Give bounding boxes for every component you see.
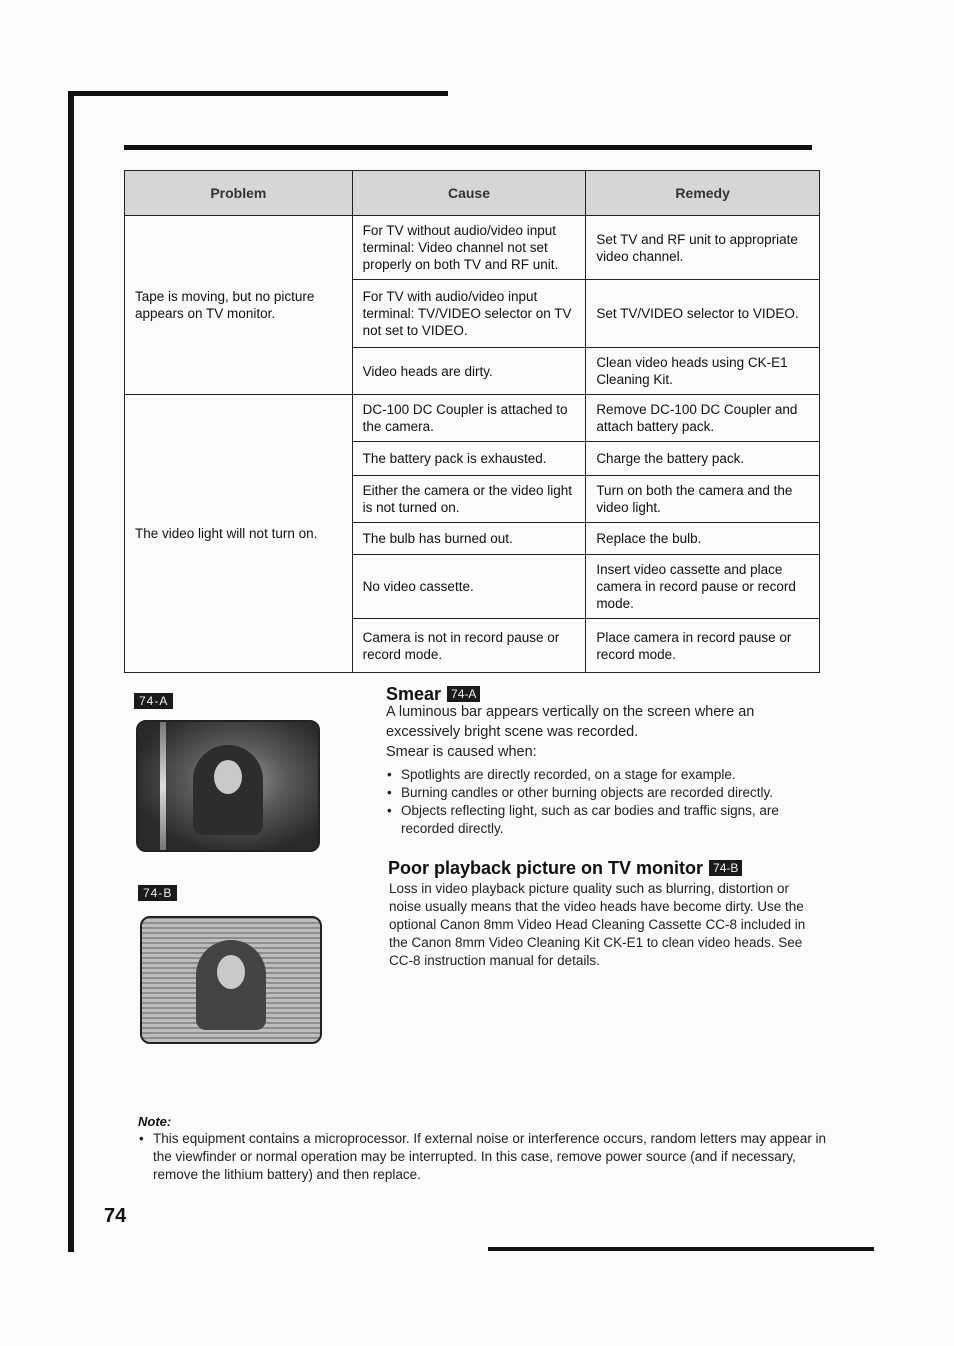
left-margin-bar — [68, 96, 74, 1252]
smear-tag: 74-A — [447, 686, 480, 702]
remedy-cell: Remove DC-100 DC Coupler and attach battery pack. — [586, 395, 820, 442]
problem-cell: Tape is moving, but no picture appears on TV monitor. — [125, 216, 353, 395]
bottom-rule — [488, 1247, 874, 1251]
smear-bullets — [386, 766, 806, 838]
cause-cell: Video heads are dirty. — [352, 348, 586, 395]
list-item: • Burning candles or other burning objects are recorded directly. — [386, 784, 806, 802]
smear-body — [386, 702, 806, 838]
table-header-row — [125, 171, 820, 216]
top-rule — [68, 91, 448, 96]
playback-heading — [388, 858, 742, 879]
cause-cell: Camera is not in record pause or record mode. — [352, 619, 586, 673]
smear-para1: A luminous bar appears vertically on the screen where an excessively bright scene was recorded. — [386, 704, 755, 740]
smear-para2: Smear is caused when: — [386, 744, 537, 760]
note-list — [138, 1130, 828, 1184]
note-text: • This equipment contains a microprocessor. If external noise or interference occurs, random letters may appear in the viewfinder or normal operation may be interrupted. In this case, remove power source (and if necessary, remove the lithium battery) and then replace. — [138, 1130, 828, 1184]
cause-cell: Either the camera or the video light is not turned on. — [352, 476, 586, 523]
note-label: Note: — [138, 1114, 172, 1129]
cause-cell: For TV with audio/video input terminal: TV/VIDEO selector on TV not set to VIDEO. — [352, 280, 586, 348]
figure-74a-tag: 74-A — [134, 693, 173, 709]
table-row — [125, 395, 820, 442]
header-cause: Cause — [352, 171, 586, 216]
remedy-cell: Turn on both the camera and the video light. — [586, 476, 820, 523]
list-item: • Objects reflecting light, such as car bodies and traffic signs, are recorded directly. — [386, 802, 806, 838]
remedy-cell: Set TV and RF unit to appropriate video channel. — [586, 216, 820, 280]
person-face — [217, 955, 245, 989]
cause-cell: The battery pack is exhausted. — [352, 442, 586, 476]
figure-74a-photo — [136, 720, 320, 852]
list-item: • Spotlights are directly recorded, on a stage for example. — [386, 766, 806, 784]
remedy-cell: Clean video heads using CK-E1 Cleaning Kit. — [586, 348, 820, 395]
problem-cell: The video light will not turn on. — [125, 395, 353, 673]
remedy-cell: Insert video cassette and place camera in record pause or record mode. — [586, 555, 820, 619]
remedy-cell: Set TV/VIDEO selector to VIDEO. — [586, 280, 820, 348]
page-number: 74 — [104, 1205, 127, 1227]
playback-title: Poor playback picture on TV monitor — [388, 858, 704, 878]
table-top-rule — [124, 145, 812, 150]
remedy-cell: Place camera in record pause or record mode. — [586, 619, 820, 673]
header-problem: Problem — [125, 171, 353, 216]
cause-cell: The bulb has burned out. — [352, 523, 586, 555]
table-row — [125, 216, 820, 280]
remedy-cell: Replace the bulb. — [586, 523, 820, 555]
cause-cell: For TV without audio/video input terminal: Video channel not set properly on both TV and RF unit. — [352, 216, 586, 280]
cause-cell: DC-100 DC Coupler is attached to the camera. — [352, 395, 586, 442]
figure-74b-tag: 74-B — [138, 885, 177, 901]
playback-tag: 74-B — [709, 860, 742, 876]
cause-cell: No video cassette. — [352, 555, 586, 619]
troubleshooting-table — [124, 170, 820, 673]
remedy-cell: Charge the battery pack. — [586, 442, 820, 476]
header-remedy: Remedy — [586, 171, 820, 216]
smear-title: Smear — [386, 684, 442, 704]
figure-74b-photo — [140, 916, 322, 1044]
smear-bar — [160, 722, 166, 850]
playback-body: Loss in video playback picture quality such as blurring, distortion or noise usually means that the video heads have become dirty. Use the optional Canon 8mm Video Head Cleaning Cassette CC-8 included in the Canon 8mm Video Cleaning Kit CK-E1 to clean video heads. See CC-8 instruction manual for details. — [389, 881, 806, 968]
